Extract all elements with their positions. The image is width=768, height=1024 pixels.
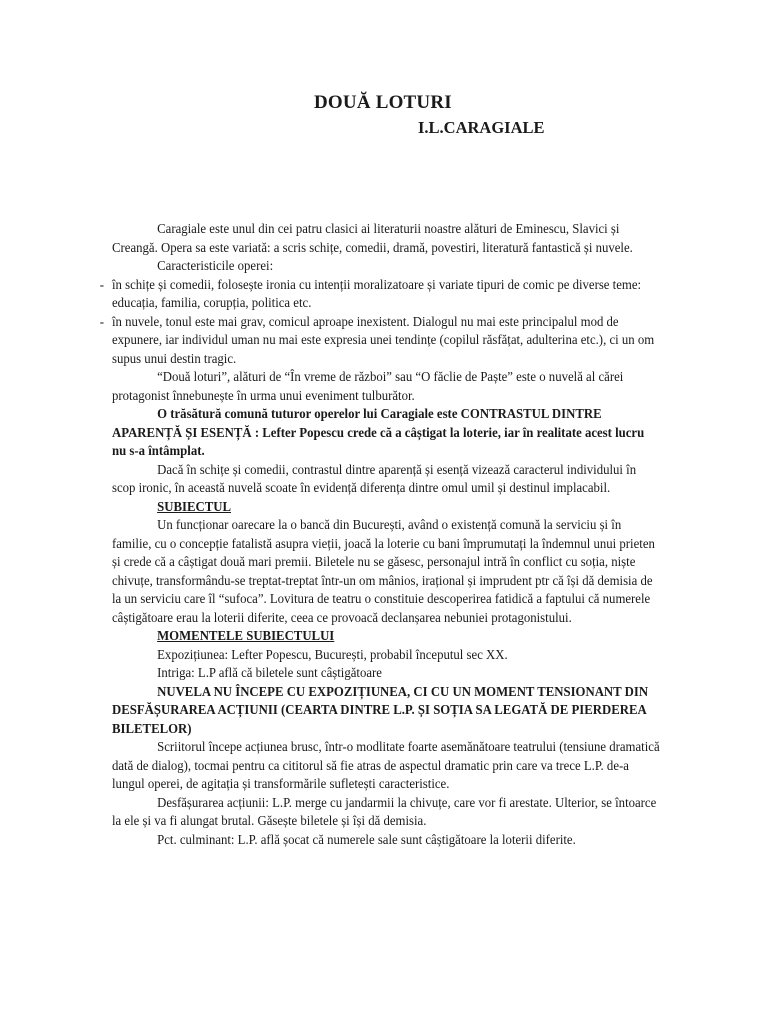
characteristics-label: Caracteristicile operei:: [157, 258, 274, 273]
desfasurarea-paragraph: Desfășurarea acțiunii: L.P. merge cu jandarmii la chivuțe, care vor fi arestate. Ulterior, se întoarce la ele și va fi alungat brutal. Găsește biletele și își dă demisia.: [112, 794, 657, 828]
nuvela-bold-paragraph: NUVELA NU ÎNCEPE CU EXPOZIȚIUNEA, CI CU UN MOMENT TENSIONANT DIN DESFĂȘURAREA ACȚIUNII (CEARTA DINTRE L.P. ȘI SOȚIA SA LEGATĂ DE PIERDEREA BILETELOR): [112, 683, 649, 736]
trait-paragraph: O trăsătură comună tuturor operelor lui Caragiale este CONTRASTUL DINTRE APARENȚĂ ȘI ESENȚĂ : Lefter Popescu crede că a câștigat la loterie, iar în realitate acest lucru nu s-a întâmplat.: [112, 406, 645, 458]
intriga-paragraph: Intriga: L.P află că biletele sunt câștigătoare: [157, 665, 382, 680]
document-title: DOUĂ LOTURI: [314, 92, 452, 113]
bullet-dash: -: [99, 276, 105, 292]
bullet-text: în nuvele, tonul este mai grav, comicul aproape inexistent. Dialogul nu mai este principalul mod de expunere, iar individul uman nu mai este expresia unei tendințe (copilul răsfățat, adulterina etc.), ci un om supus unui destin tragic.: [112, 313, 655, 366]
bullet-item: [99, 313, 660, 369]
intro-paragraph: Caragiale este unul din cei patru clasici ai literaturii noastre alături de Eminescu, Slavici și Creangă. Opera sa este variată: a scris schițe, comedii, dramă, povestiri, literatură fantastică și nuvele.: [112, 221, 633, 255]
scriitorul-paragraph: Scriitorul începe acțiunea brusc, într-o modlitate foarte asemănătoare teatrului (tensiune dramatică dată de dialog), tocmai pentru ca cititorul să fie atras de aspectul dramatic prin care va trece L.P. de-a lungul operei, de agitația și transformările sufletești caracteristice.: [112, 739, 660, 791]
momente-heading: MOMENTELE SUBIECTULUI: [157, 628, 335, 643]
bullet-text: în schițe și comedii, folosește ironia cu intenții moralizatoare și variate tipuri de comic pe diverse teme: educația, familia, corupția, politica etc.: [112, 276, 642, 310]
document-body: [99, 220, 660, 849]
subiectul-paragraph: Un funcționar oarecare la o bancă din București, având o existență comună la serviciu și în familie, cu o concepție fatalistă asupra vieții, joacă la loterie cu bani împrumutați la îndemnul unui prieten și crede că a câștigat două mari premii. Biletele nu se găsesc, personajul intră în conflict cu soția, niște chivuțe, transformându-se treptat-treptat într-un om mânios, irațional și imprudent ptr că își dă demisia de la un serviciu care îl “sufoca”. Lovitura de teatru o constituie descoperirea fatidică a faptului că numerele câștigătoare erau la loterii diferite, ceea ce provoacă declanșarea nebuniei protagonistului.: [112, 517, 655, 625]
culminant-paragraph: Pct. culminant: L.P. află șocat că numerele sale sunt câștigătoare la loterii diferite.: [157, 831, 576, 847]
novella-paragraph: “Două loturi”, alături de “În vreme de război” sau “O făclie de Paște” este o nuvelă al cărei protagonist înnebunește în urma unui eveniment tulburător.: [112, 369, 624, 403]
document-author: I.L.CARAGIALE: [418, 118, 545, 137]
contrast-paragraph: Dacă în schițe și comedii, contrastul dintre aparență și esență vizează caracterul individului în scop ironic, în această nuvelă scoate în evidență diferența dintre omul umil și destinul implacabil.: [112, 461, 637, 495]
bullet-item: [99, 276, 660, 313]
expozitiunea-paragraph: Expozițiunea: Lefter Popescu, București, probabil începutul sec XX.: [157, 646, 508, 662]
subiectul-heading: SUBIECTUL: [157, 498, 231, 514]
bullet-dash: -: [99, 313, 105, 329]
